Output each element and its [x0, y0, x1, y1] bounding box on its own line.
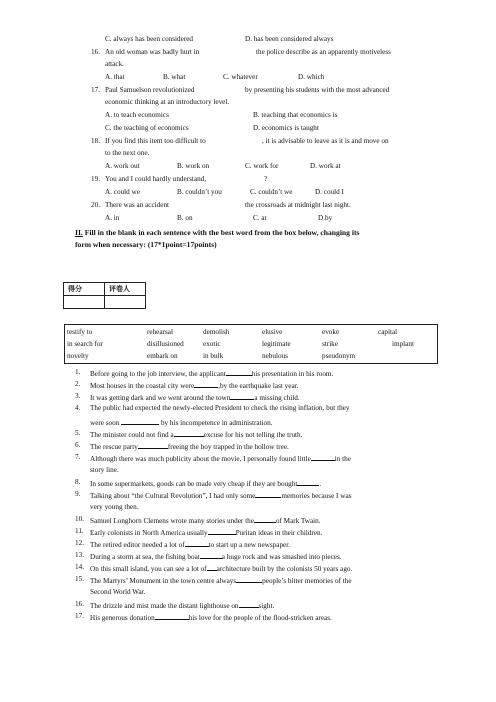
word-item: in bulk: [203, 352, 224, 360]
sentence-number: 15.: [75, 575, 84, 583]
question-stem: Paul Samuelson revolutionized: [105, 86, 195, 94]
question-stem: You and I could hardly understand,: [105, 175, 207, 183]
sentence-text: [90, 453, 351, 464]
sentence-part: .: [319, 480, 322, 488]
question-number: 16.: [91, 48, 100, 56]
sentence-text: [90, 441, 289, 452]
sentence-part: The minister could not find a: [90, 431, 174, 439]
score-header: 得分: [64, 283, 105, 296]
option: C. couldn’t we: [250, 188, 293, 196]
word-item: demolish: [203, 328, 230, 336]
sentence-text: [90, 404, 349, 413]
option: B. couldn’t you: [177, 188, 222, 196]
sentence-number: 6.: [75, 441, 81, 449]
answer-blank[interactable]: [174, 429, 204, 437]
question-stem: An old woman was badly hurt in: [105, 48, 200, 56]
option: D. economics is taught: [253, 124, 319, 132]
option: C. the teaching of economics: [105, 124, 189, 132]
question-stem: , it is advisable to leave as it is and move on: [262, 137, 389, 145]
word-item: testify to: [67, 328, 93, 336]
sentence-part: sight.: [258, 602, 275, 610]
sentence-number: 14.: [75, 563, 84, 571]
option: C. work for: [245, 162, 279, 170]
sentence-part: Puritan ideas in their children.: [235, 529, 323, 537]
sentence-text: [90, 563, 352, 574]
option: A. work out: [105, 162, 140, 170]
word-item: nebulous: [262, 352, 288, 360]
option: B. work on: [177, 162, 210, 170]
word-item: strike: [322, 340, 338, 348]
sentence-text-cont: [90, 417, 273, 428]
question-stem: ?: [264, 175, 268, 183]
sentence-number: 10.: [75, 515, 84, 523]
sentence-part: Samuel Longhorn Clemens wrote many stories under the: [90, 517, 254, 525]
sentence-text: [90, 392, 300, 403]
section-instruction: Fill in the blank in each sentence with the best word from the box below, changing its: [84, 228, 360, 237]
sentence-part: memories because I was: [281, 492, 352, 500]
sentence-part: by his incompetence in administration.: [160, 419, 273, 427]
word-item: pseudonym: [322, 352, 356, 360]
question-stem: If you find this item too difficult to: [105, 137, 206, 145]
sentence-number: 8.: [75, 478, 81, 486]
answer-blank[interactable]: [255, 490, 281, 498]
question-number: 18.: [91, 137, 100, 145]
option: D.by: [318, 214, 333, 222]
score-cell[interactable]: [64, 296, 105, 309]
sentence-part: Early colonists in North America usually: [90, 529, 208, 537]
word-bank: [64, 324, 438, 364]
sentence-text: [90, 600, 274, 611]
word-item: implant: [392, 340, 414, 348]
answer-blank[interactable]: [200, 551, 222, 559]
sentence-part: in the: [334, 455, 351, 463]
sentence-part: excuse for his not telling the truth.: [203, 431, 303, 439]
sentence-text: [90, 380, 298, 391]
answer-blank[interactable]: [226, 368, 252, 376]
sentence-part: ,by the earthquake last year.: [218, 382, 299, 390]
word-item: disillusioned: [147, 340, 184, 348]
sentence-part: a huge rock and was smashed into pieces.: [221, 553, 342, 561]
sentence-part: Most houses in the coastal city were: [90, 382, 195, 390]
answer-blank[interactable]: [208, 527, 236, 535]
option: A. to teach economics: [105, 111, 169, 119]
sentence-text: [90, 575, 352, 586]
sentence-number: 13.: [75, 551, 84, 559]
sentence-number: 12.: [75, 539, 84, 547]
sentence-text: [90, 429, 302, 440]
sentence-text: [90, 490, 351, 501]
answer-blank[interactable]: [230, 392, 254, 400]
option: D. could I: [315, 188, 344, 196]
sentence-number: 3.: [75, 392, 81, 400]
sentence-part: The public had expected the newly-elected President to check the rising inflation, but they: [90, 404, 350, 412]
option: D. which: [298, 73, 325, 81]
sentence-text-cont: Second World War.: [90, 588, 146, 596]
word-item: elusive: [262, 328, 283, 336]
question-number: 20.: [91, 201, 100, 209]
sentence-text-cont: story line.: [90, 466, 119, 474]
question-number: 17.: [91, 86, 100, 94]
word-item: novelty: [67, 352, 89, 360]
question-stem: attack.: [105, 60, 124, 68]
option: A. could we: [105, 188, 140, 196]
sentence-text: [90, 478, 321, 489]
answer-blank[interactable]: [207, 563, 217, 571]
word-item: in search for: [67, 340, 103, 348]
option: A. in: [105, 214, 120, 222]
sentence-part: During a storm at sea, the fishing boat: [90, 553, 200, 561]
sentence-text: [90, 515, 321, 526]
grader-header: 评卷人: [105, 283, 146, 296]
answer-blank[interactable]: [254, 515, 276, 523]
sentence-text-cont: very young then.: [90, 503, 139, 511]
answer-blank[interactable]: [311, 453, 335, 461]
sentence-text: [90, 551, 342, 562]
sentence-part: his presentation in his room.: [251, 370, 334, 378]
question-stem: the police describe as an apparently motiveless: [256, 48, 391, 56]
answer-blank[interactable]: [155, 612, 189, 620]
word-item: evoke: [322, 328, 340, 336]
sentence-number: 2.: [75, 380, 81, 388]
sentence-part: his love for the people of the flood-stricken areas.: [188, 614, 332, 622]
grader-cell[interactable]: [105, 296, 146, 309]
option: C. at: [253, 214, 267, 222]
sentence-part: The Martyrs’ Monument in the town centre always: [90, 577, 237, 585]
sentence-part: The retired editor needed a lot of: [90, 541, 185, 549]
sentence-part: Although there was much publicity about the movie, I personally found little: [90, 455, 311, 463]
word-item: exotic: [203, 340, 221, 348]
answer-blank[interactable]: [138, 441, 168, 449]
sentence-number: 11.: [75, 527, 84, 535]
answer-blank[interactable]: [185, 539, 209, 547]
answer-blank[interactable]: [236, 575, 262, 583]
sentence-part: On this small island, you can see a lot of: [90, 565, 207, 573]
option-d-15: D. has been considered always: [245, 35, 334, 43]
question-stem: economic thinking at an introductory level.: [105, 98, 230, 106]
sentence-part: It was getting dark and we went around the town: [90, 394, 231, 402]
word-item: rehearsal: [147, 328, 173, 336]
sentence-part: Talking about “the Cultural Revolution”, I had only some: [90, 492, 256, 500]
question-stem: the crossroads at midnight last night.: [245, 201, 351, 209]
question-stem: There was an accident: [105, 201, 170, 209]
sentence-number: 16.: [75, 600, 84, 608]
word-item: legitimate: [262, 340, 291, 348]
sentence-number: 4.: [75, 404, 81, 412]
question-stem: by presenting his students with the most advanced: [245, 86, 390, 94]
sentence-part: freeing the boy trapped in the hollow tree.: [167, 443, 289, 451]
word-item: capital: [378, 328, 398, 336]
word-item: embark on: [147, 352, 178, 360]
sentence-part: a missing child.: [254, 394, 300, 402]
sentence-part: The drizzle and mist made the distant lighthouse on: [90, 602, 239, 610]
sentence-part: Before going to the job interview, the applicant: [90, 370, 226, 378]
option-c-15: C. always has been considered: [105, 35, 194, 43]
option: A. that: [105, 73, 125, 81]
option: B. on: [177, 214, 193, 222]
answer-blank[interactable]: [239, 600, 259, 608]
sentence-number: 1.: [75, 368, 81, 376]
sentence-part: were soon: [90, 419, 120, 427]
sentence-part: architecture built by the colonists 50 years ago.: [216, 565, 353, 573]
score-table: [63, 282, 146, 309]
option: B. what: [163, 73, 186, 81]
question-number: 19.: [91, 175, 100, 183]
answer-blank[interactable]: [297, 478, 322, 488]
sentence-part: In some supermarkets, goods can be made very cheap if they are bought: [90, 480, 298, 488]
sentence-text: [90, 368, 333, 379]
option: C. whatever: [223, 73, 258, 81]
section-instruction-cont: form when necessary: (17*1point=17points): [75, 240, 217, 249]
sentence-text: [90, 539, 290, 550]
sentence-part: His generous donation: [90, 614, 155, 622]
sentence-text: [90, 612, 332, 623]
sentence-part: people’s bitter memories of the: [262, 577, 352, 585]
sentence-part: of Mark Twain.: [275, 517, 321, 525]
sentence-number: 5.: [75, 429, 81, 437]
section-heading: [75, 228, 359, 237]
answer-blank[interactable]: [121, 417, 159, 425]
option: D. work at: [310, 162, 341, 170]
question-stem: to the next one.: [105, 149, 150, 157]
answer-blank[interactable]: [194, 380, 218, 388]
option: B. teaching that economics is: [253, 111, 338, 119]
sentence-text: [90, 527, 322, 538]
sentence-part: The rescue party: [90, 443, 138, 451]
sentence-number: 7.: [75, 453, 81, 461]
sentence-part: to start up a new newspaper.: [208, 541, 291, 549]
section-number: II.: [75, 228, 83, 237]
sentence-number: 17.: [75, 612, 84, 620]
sentence-number: 9.: [75, 490, 81, 498]
